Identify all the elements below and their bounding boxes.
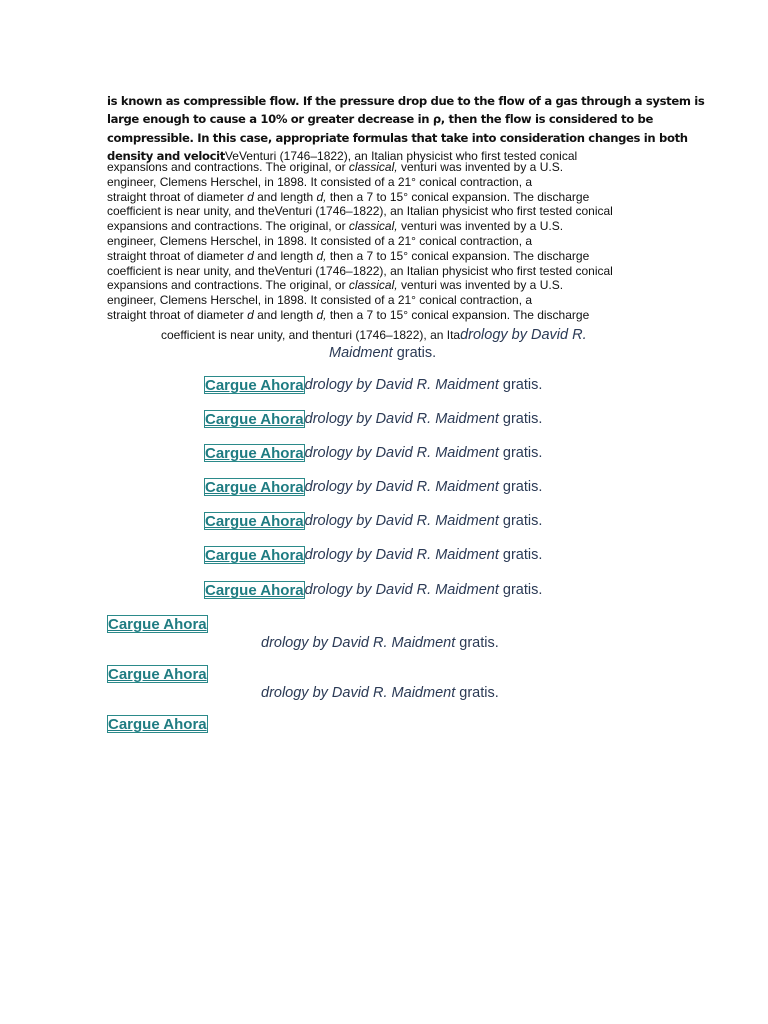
body-fragment: then a 7 to 15° conical expansion. The discharge [326, 248, 590, 263]
cargue-ahora-button[interactable]: Cargue Ahora [205, 411, 304, 428]
body-fragment: and length [253, 248, 317, 263]
cta-gratis: gratis. [455, 685, 499, 701]
lead-line: is known as compressible flow. If the pressure drop due to the flow of a gas through a system is [107, 94, 705, 108]
body-fragment: expansions and contractions. The original, or [107, 219, 349, 234]
cta-row [204, 581, 542, 600]
cargue-ahora-button[interactable]: Cargue Ahora [108, 716, 207, 733]
cargue-ahora-button[interactable]: Cargue Ahora [205, 582, 304, 599]
body-italic-fragment: classical, [348, 278, 398, 293]
body-fragment: coefficient is near unity, and theVenturi (1746–1822), an Italian physicist who first tested conical [107, 204, 613, 219]
cta-text [305, 546, 543, 564]
body-italic-fragment: d [247, 248, 254, 263]
cargue-ahora-button[interactable]: Cargue Ahora [205, 445, 304, 462]
body-line [107, 219, 613, 234]
body-fragment: engineer, Clemens Herschel, in 1898. It consisted of a 21° conical contraction, a [107, 233, 533, 248]
body-italic-fragment: classical, [348, 160, 398, 174]
body-fragment: straight throat of diameter [107, 248, 248, 263]
body-paragraph [107, 160, 613, 323]
body-line [107, 234, 613, 249]
cta-row [204, 478, 542, 497]
cta-gratis: gratis. [498, 445, 543, 461]
body-line [107, 278, 613, 293]
lead-tail-fragment: VeVenturi (1746–1822), an Italian physicist who first tested conical [224, 149, 578, 164]
cargue-ahora-button[interactable]: Cargue Ahora [205, 547, 304, 564]
body-italic-fragment: d [247, 189, 254, 204]
cta-title: drology by David R. Maidment [304, 411, 499, 427]
cta-text [305, 376, 543, 394]
body-fragment: straight throat of diameter [107, 189, 248, 204]
closing-line-2 [329, 344, 436, 362]
cta-text [305, 512, 543, 530]
cta-gratis: gratis. [455, 635, 499, 651]
body-italic-fragment: d [247, 307, 254, 322]
body-line [107, 190, 613, 205]
body-italic-fragment: d, [316, 189, 327, 204]
cta-gratis: gratis. [498, 377, 543, 393]
body-fragment: then a 7 to 15° conical expansion. The discharge [326, 307, 590, 322]
closing-italic: drology by David R. [460, 327, 587, 343]
cta-text [305, 478, 543, 496]
cta-row [204, 376, 542, 395]
closing-author: Maidment [329, 345, 393, 361]
cta-title: drology by David R. Maidment [304, 479, 499, 495]
cta-row [204, 512, 542, 531]
cta-gratis: gratis. [498, 513, 543, 529]
closing-line [161, 326, 587, 344]
cta-row [204, 546, 542, 565]
body-italic-fragment: d, [316, 307, 327, 322]
cta-title: drology by David R. Maidment [304, 513, 499, 529]
body-line [107, 249, 613, 264]
body-fragment: and length [253, 307, 317, 322]
body-fragment: venturi was invented by a U.S. [397, 278, 564, 293]
cta-row [204, 444, 542, 463]
cta-title: drology by David R. Maidment [304, 547, 499, 563]
body-fragment: expansions and contractions. The original, or [107, 160, 349, 174]
body-line [107, 308, 613, 323]
cta-gratis: gratis. [498, 582, 543, 598]
cta-text [305, 410, 543, 428]
body-italic-fragment: classical, [348, 219, 398, 234]
lead-line: large enough to cause a 10% or greater decrease in ρ, then the flow is considered to be [107, 112, 653, 127]
cta-title: drology by David R. Maidment [304, 445, 499, 461]
lead-bold-fragment: density and velocit [107, 149, 225, 164]
cta-gratis: gratis. [498, 411, 543, 427]
body-line [107, 293, 613, 308]
body-fragment: venturi was invented by a U.S. [397, 219, 564, 234]
closing-prefix: coefficient is near unity, and thenturi (1746–1822), an Ita [161, 328, 461, 342]
cargue-ahora-button[interactable]: Cargue Ahora [205, 377, 304, 394]
cargue-ahora-button[interactable]: Cargue Ahora [205, 479, 304, 496]
body-fragment: straight throat of diameter [107, 307, 248, 322]
body-fragment: engineer, Clemens Herschel, in 1898. It consisted of a 21° conical contraction, a [107, 293, 533, 308]
cta-gratis: gratis. [498, 479, 543, 495]
body-fragment: engineer, Clemens Herschel, in 1898. It consisted of a 21° conical contraction, a [107, 174, 533, 189]
body-italic-fragment: d, [316, 248, 327, 263]
cta-title: drology by David R. Maidment [304, 377, 499, 393]
body-line [107, 204, 613, 219]
closing-gratis: gratis. [392, 345, 437, 361]
body-line [107, 160, 613, 175]
lead-paragraph [107, 92, 705, 166]
body-fragment: venturi was invented by a U.S. [397, 160, 564, 174]
cta-title: drology by David R. Maidment [304, 582, 499, 598]
cta-text [305, 581, 543, 599]
body-fragment: and length [253, 189, 317, 204]
cta-title: drology by David R. Maidment [261, 685, 456, 701]
cta-text [261, 684, 499, 702]
cargue-ahora-button[interactable]: Cargue Ahora [108, 616, 207, 633]
body-fragment: expansions and contractions. The original, or [107, 278, 349, 293]
body-line [107, 175, 613, 190]
body-line [107, 264, 613, 279]
cargue-ahora-button[interactable]: Cargue Ahora [108, 666, 207, 683]
lead-line: compressible. In this case, appropriate formulas that take into consideration changes in both [107, 130, 688, 145]
body-fragment: then a 7 to 15° conical expansion. The discharge [326, 189, 590, 204]
body-fragment: coefficient is near unity, and theVenturi (1746–1822), an Italian physicist who first tested conical [107, 263, 613, 278]
cta-text [305, 444, 543, 462]
cta-row [204, 410, 542, 429]
cta-text [261, 634, 499, 652]
cta-title: drology by David R. Maidment [261, 635, 456, 651]
cta-gratis: gratis. [498, 547, 543, 563]
cargue-ahora-button[interactable]: Cargue Ahora [205, 513, 304, 530]
